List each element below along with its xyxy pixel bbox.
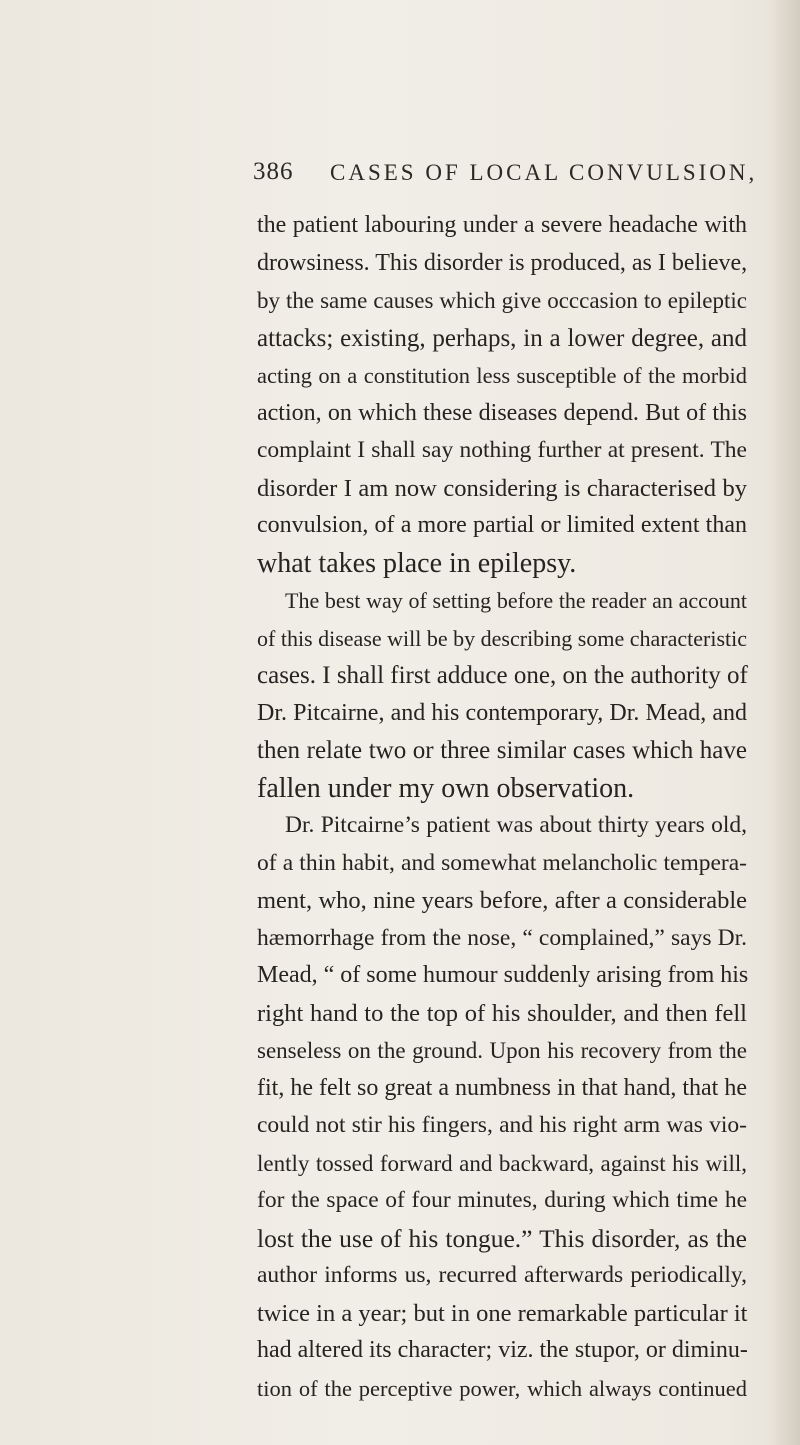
text-line: hæmorrhage from the nose, “ complained,” says Dr.: [257, 924, 747, 951]
text-line: by the same causes which give occcasion to epileptic: [257, 288, 747, 313]
text-line: of this disease will be by describing some characteristic: [257, 625, 747, 651]
text-line: Mead, “ of some humour suddenly arising from his: [257, 962, 749, 988]
text-line: Dr. Pitcairne’s patient was about thirty years old,: [285, 812, 747, 838]
text-line: right hand to the top of his shoulder, and then fell: [257, 999, 747, 1027]
text-line: acting on a constitution less susceptible of the morbid: [257, 363, 747, 388]
running-head: CASES OF LOCAL CONVULSION,: [330, 160, 758, 185]
body-text: [257, 207, 747, 1407]
page-edge-shadow: [770, 0, 800, 1445]
page-header: [253, 158, 758, 198]
text-line: complaint I shall say nothing further at present. The: [257, 437, 747, 463]
text-line: what takes place in epilepsy.: [257, 547, 577, 579]
text-line: of a thin habit, and somewhat melancholic tempera-: [257, 849, 747, 876]
text-line: disorder I am now considering is characterised by: [257, 474, 747, 502]
text-line: Dr. Pitcairne, and his contemporary, Dr. Mead, and: [257, 699, 747, 726]
text-line: cases. I shall first adduce one, on the authority of: [257, 662, 748, 689]
text-line: lently tossed forward and backward, against his will,: [257, 1150, 747, 1176]
text-line: attacks; existing, perhaps, in a lower degree, and: [257, 324, 747, 352]
text-line: lost the use of his tongue.” This disorder, as the: [257, 1223, 747, 1253]
text-line: fit, he felt so great a numbness in that hand, that he: [257, 1074, 747, 1101]
text-line: drowsiness. This disorder is produced, as I believe,: [257, 249, 748, 276]
text-line: senseless on the ground. Upon his recovery from the: [257, 1038, 747, 1063]
text-line: had altered its character; viz. the stupor, or diminu-: [257, 1337, 748, 1363]
text-line: the patient labouring under a severe headache with: [257, 212, 747, 238]
text-line: for the space of four minutes, during which time he: [257, 1187, 747, 1213]
text-line: action, on which these diseases depend. But of this: [257, 399, 747, 426]
text-line: then relate two or three similar cases which have: [257, 737, 747, 764]
text-line: ment, who, nine years before, after a considerable: [257, 887, 747, 914]
text-line: twice in a year; but in one remarkable particular it: [257, 1299, 748, 1327]
text-line: tion of the perceptive power, which always continued: [257, 1375, 747, 1401]
text-line: author informs us, recurred afterwards periodically,: [257, 1262, 747, 1288]
text-line: The best way of setting before the reader an account: [285, 588, 747, 613]
page-number: 386: [253, 158, 294, 185]
text-line: fallen under my own observation.: [257, 772, 635, 804]
text-line: could not stir his fingers, and his right arm was vio-: [257, 1112, 747, 1138]
text-line: convulsion, of a more partial or limited extent than: [257, 512, 747, 538]
